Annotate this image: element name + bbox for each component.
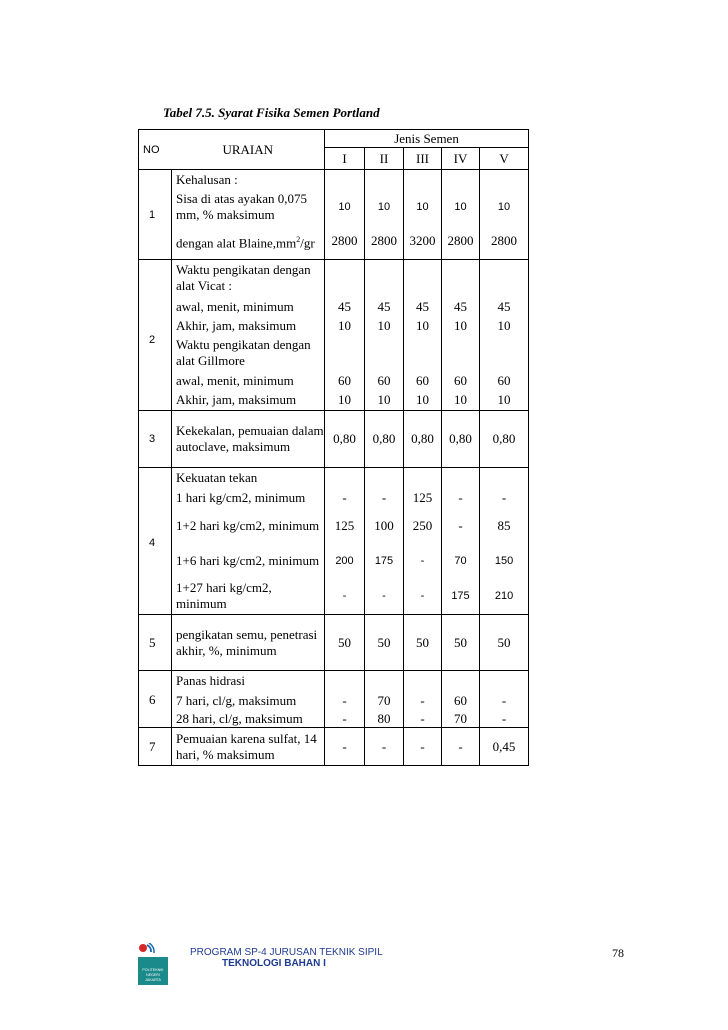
row-no: 4 bbox=[139, 468, 172, 615]
value-cell: 0,80 bbox=[404, 411, 442, 468]
row-label: Akhir, jam, maksimum bbox=[172, 391, 325, 411]
value-cell: 10 bbox=[365, 317, 404, 335]
table-row bbox=[139, 711, 529, 728]
footer bbox=[190, 947, 390, 969]
table-row bbox=[139, 260, 529, 297]
table-row bbox=[139, 317, 529, 335]
value-cell: 10 bbox=[404, 190, 442, 224]
row-label: Sisa di atas ayakan 0,075 mm, % maksimum bbox=[172, 190, 325, 224]
header-type-2: II bbox=[365, 148, 404, 170]
value-cell: 10 bbox=[404, 391, 442, 411]
header-uraian: URAIAN bbox=[172, 130, 325, 170]
value-cell: 10 bbox=[404, 317, 442, 335]
value-cell: 175 bbox=[442, 578, 480, 615]
value-cell: 80 bbox=[365, 711, 404, 728]
value-cell: 45 bbox=[404, 297, 442, 317]
value-cell: - bbox=[325, 578, 365, 615]
value-cell: - bbox=[365, 578, 404, 615]
value-cell: 0,80 bbox=[325, 411, 365, 468]
row-no: 3 bbox=[139, 411, 172, 468]
table-row bbox=[139, 468, 529, 488]
value-cell: 250 bbox=[404, 508, 442, 544]
value-cell: 45 bbox=[325, 297, 365, 317]
value-cell: 45 bbox=[480, 297, 529, 317]
value-cell: 10 bbox=[480, 190, 529, 224]
value-cell: 10 bbox=[442, 317, 480, 335]
table-row bbox=[139, 391, 529, 411]
value-cell: 50 bbox=[404, 615, 442, 671]
header-no: NO bbox=[139, 130, 172, 170]
header-jenis-semen: Jenis Semen bbox=[325, 130, 529, 148]
value-cell: 85 bbox=[480, 508, 529, 544]
table-row bbox=[139, 615, 529, 671]
value-cell: 10 bbox=[325, 391, 365, 411]
value-cell: - bbox=[325, 711, 365, 728]
value-cell: 45 bbox=[442, 297, 480, 317]
value-cell: 70 bbox=[442, 711, 480, 728]
value-cell: 2800 bbox=[365, 224, 404, 260]
value-cell: 60 bbox=[404, 371, 442, 391]
value-cell: 60 bbox=[325, 371, 365, 391]
page-number: 78 bbox=[612, 946, 624, 960]
value-cell: 125 bbox=[404, 488, 442, 508]
value-cell: - bbox=[404, 578, 442, 615]
row-label: dengan alat $Blaine,mm^2/gr$ bbox=[172, 224, 325, 260]
value-cell: - bbox=[480, 711, 529, 728]
footer-program: PROGRAM SP-4 JURUSAN TEKNIK SIPIL bbox=[190, 947, 383, 958]
header-type-1: I bbox=[325, 148, 365, 170]
table-row bbox=[139, 508, 529, 544]
value-cell: - bbox=[404, 728, 442, 766]
row-no: 2 bbox=[139, 260, 172, 411]
value-cell: - bbox=[325, 728, 365, 766]
value-cell: 0,80 bbox=[480, 411, 529, 468]
row-no: 7 bbox=[139, 728, 172, 766]
row-label: Akhir, jam, maksimum bbox=[172, 317, 325, 335]
row-label: Waktu pengikatan dengan alat Gillmore bbox=[172, 335, 325, 371]
value-cell: 50 bbox=[442, 615, 480, 671]
value-cell: 3200 bbox=[404, 224, 442, 260]
table-row bbox=[139, 728, 529, 766]
value-cell: - bbox=[442, 508, 480, 544]
value-cell: 70 bbox=[442, 544, 480, 578]
value-cell: 10 bbox=[480, 391, 529, 411]
row-label: 28 hari, cl/g, maksimum bbox=[172, 711, 325, 728]
row-label: 1+6 hari kg/cm2, minimum bbox=[172, 544, 325, 578]
table-row bbox=[139, 224, 529, 260]
table-row bbox=[139, 170, 529, 190]
value-cell: 150 bbox=[480, 544, 529, 578]
row-label: awal, menit, minimum bbox=[172, 371, 325, 391]
value-cell: 10 bbox=[325, 190, 365, 224]
table-row bbox=[139, 578, 529, 615]
header-type-3: III bbox=[404, 148, 442, 170]
row-label: 7 hari, cl/g, maksimum bbox=[172, 691, 325, 711]
row-label: Panas hidrasi bbox=[172, 671, 325, 691]
table-row bbox=[139, 335, 529, 371]
header-type-4: IV bbox=[442, 148, 480, 170]
value-cell: 60 bbox=[480, 371, 529, 391]
value-cell: 60 bbox=[442, 371, 480, 391]
row-no: 6 bbox=[139, 671, 172, 728]
header-type-5: V bbox=[480, 148, 529, 170]
value-cell: - bbox=[480, 488, 529, 508]
table-row bbox=[139, 488, 529, 508]
value-cell: 50 bbox=[480, 615, 529, 671]
table-row bbox=[139, 544, 529, 578]
value-cell: 60 bbox=[365, 371, 404, 391]
row-label: Waktu pengikatan dengan alat Vicat : bbox=[172, 260, 325, 297]
value-cell: - bbox=[442, 728, 480, 766]
value-cell: 2800 bbox=[480, 224, 529, 260]
svg-text:JAKARTA: JAKARTA bbox=[145, 978, 161, 982]
value-cell: 0,45 bbox=[480, 728, 529, 766]
value-cell: 175 bbox=[365, 544, 404, 578]
value-cell: 50 bbox=[365, 615, 404, 671]
cement-spec-table bbox=[138, 129, 529, 766]
svg-text:NEGERI: NEGERI bbox=[146, 973, 160, 977]
row-no: 1 bbox=[139, 170, 172, 260]
table-caption: Tabel 7.5. Syarat Fisika Semen Portland bbox=[163, 105, 380, 120]
table-row bbox=[139, 371, 529, 391]
value-cell: - bbox=[365, 488, 404, 508]
value-cell: - bbox=[325, 488, 365, 508]
value-cell: - bbox=[404, 711, 442, 728]
row-label: Pemuaian karena sulfat, 14 hari, % maksimum bbox=[172, 728, 325, 766]
value-cell: 100 bbox=[365, 508, 404, 544]
value-cell: - bbox=[404, 544, 442, 578]
value-cell: 70 bbox=[365, 691, 404, 711]
value-cell: - bbox=[442, 488, 480, 508]
value-cell: - bbox=[404, 691, 442, 711]
row-label: Kehalusan : bbox=[172, 170, 325, 190]
value-cell: 10 bbox=[442, 391, 480, 411]
polytechnic-logo bbox=[138, 943, 168, 985]
value-cell: - bbox=[365, 728, 404, 766]
row-no: 5 bbox=[139, 615, 172, 671]
row-label: pengikatan semu, penetrasi akhir, %, minimum bbox=[172, 615, 325, 671]
value-cell: 200 bbox=[325, 544, 365, 578]
value-cell: 45 bbox=[365, 297, 404, 317]
value-cell: 210 bbox=[480, 578, 529, 615]
table-row bbox=[139, 190, 529, 224]
footer-course: TEKNOLOGI BAHAN I bbox=[222, 958, 326, 969]
table-row bbox=[139, 297, 529, 317]
value-cell: 2800 bbox=[442, 224, 480, 260]
value-cell: 0,80 bbox=[442, 411, 480, 468]
svg-text:POLITEKNIK: POLITEKNIK bbox=[142, 968, 164, 972]
value-cell: 10 bbox=[365, 391, 404, 411]
value-cell: 10 bbox=[325, 317, 365, 335]
table-row bbox=[139, 411, 529, 468]
row-label: 1+2 hari kg/cm2, minimum bbox=[172, 508, 325, 544]
value-cell: - bbox=[480, 691, 529, 711]
value-cell: 50 bbox=[325, 615, 365, 671]
value-cell: 2800 bbox=[325, 224, 365, 260]
row-label: Kekuatan tekan bbox=[172, 468, 325, 488]
row-label: 1 hari kg/cm2, minimum bbox=[172, 488, 325, 508]
table-row bbox=[139, 671, 529, 691]
value-cell: 125 bbox=[325, 508, 365, 544]
row-label: Kekekalan, pemuaian dalam autoclave, maksimum bbox=[172, 411, 325, 468]
value-cell: 60 bbox=[442, 691, 480, 711]
row-label: 1+27 hari kg/cm2, minimum bbox=[172, 578, 325, 615]
table-row bbox=[139, 691, 529, 711]
value-cell: 0,80 bbox=[365, 411, 404, 468]
value-cell: - bbox=[325, 691, 365, 711]
value-cell: 10 bbox=[365, 190, 404, 224]
value-cell: 10 bbox=[480, 317, 529, 335]
row-label: awal, menit, minimum bbox=[172, 297, 325, 317]
value-cell: 10 bbox=[442, 190, 480, 224]
